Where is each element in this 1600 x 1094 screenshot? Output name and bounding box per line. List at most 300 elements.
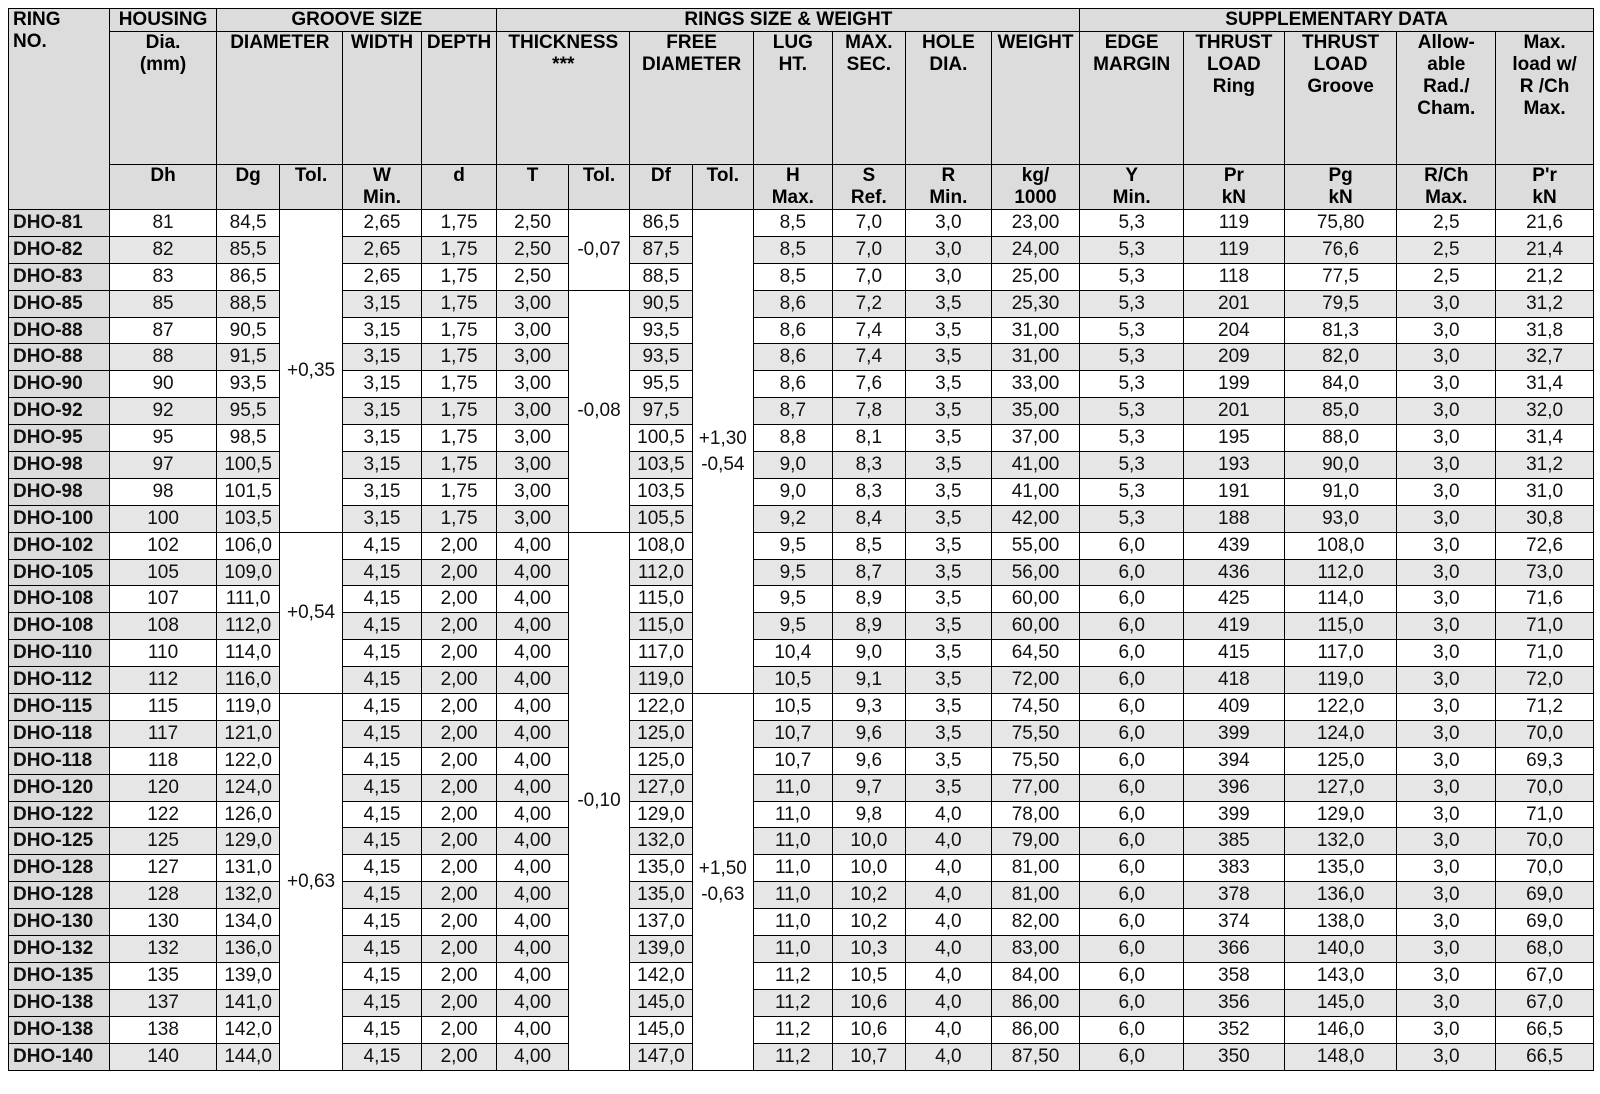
weight-cell: 25,00 [991, 263, 1080, 290]
weight-cell: 55,00 [991, 532, 1080, 559]
pr-cell: 204 [1184, 317, 1285, 344]
groove-diameter-cell: 84,5 [217, 210, 279, 237]
free-diameter-cell: 100,5 [630, 425, 692, 452]
pr2-cell: 72,0 [1496, 667, 1594, 694]
pg-cell: 135,0 [1284, 855, 1397, 882]
pg-cell: 140,0 [1284, 936, 1397, 963]
ring-number-cell: DHO-95 [9, 425, 110, 452]
thickness-cell: 4,00 [497, 962, 568, 989]
pr-cell: 383 [1184, 855, 1285, 882]
groove-width-cell: 4,15 [343, 1043, 422, 1070]
groove-depth-cell: 1,75 [421, 371, 497, 398]
h-cell: 10,5 [754, 694, 833, 721]
rch-cell: 3,0 [1397, 371, 1496, 398]
pr2-cell: 66,5 [1496, 1016, 1594, 1043]
r-cell: 3,0 [906, 263, 992, 290]
s-cell: 9,1 [832, 667, 906, 694]
free-diameter-cell: 139,0 [630, 936, 692, 963]
r-cell: 3,5 [906, 640, 992, 667]
s-cell: 10,5 [832, 962, 906, 989]
thickness-cell: 3,00 [497, 425, 568, 452]
groove-width-cell: 4,15 [343, 1016, 422, 1043]
groove-width-cell: 4,15 [343, 559, 422, 586]
pr2-cell: 70,0 [1496, 828, 1594, 855]
groove-depth-cell: 2,00 [421, 559, 497, 586]
groove-diameter-cell: 88,5 [217, 290, 279, 317]
groove-depth-cell: 2,00 [421, 613, 497, 640]
ring-number-cell: DHO-125 [9, 828, 110, 855]
groove-depth-cell: 2,00 [421, 882, 497, 909]
r-cell: 4,0 [906, 1043, 992, 1070]
housing-dia-cell: 83 [109, 263, 217, 290]
s-cell: 10,0 [832, 828, 906, 855]
thickness-cell: 4,00 [497, 1043, 568, 1070]
y-cell: 5,3 [1080, 505, 1184, 532]
pr2-cell: 67,0 [1496, 989, 1594, 1016]
rch-cell: 2,5 [1397, 210, 1496, 237]
r-cell: 4,0 [906, 989, 992, 1016]
thickness-cell: 4,00 [497, 747, 568, 774]
thickness-cell: 3,00 [497, 505, 568, 532]
pr2-cell: 21,6 [1496, 210, 1594, 237]
free-diameter-cell: 135,0 [630, 882, 692, 909]
groove-diameter-cell: 129,0 [217, 828, 279, 855]
pg-cell: 85,0 [1284, 398, 1397, 425]
groove-depth-cell: 1,75 [421, 236, 497, 263]
rch-cell: 3,0 [1397, 613, 1496, 640]
free-diameter-cell: 93,5 [630, 344, 692, 371]
free-diameter-cell: 117,0 [630, 640, 692, 667]
h-cell: 11,0 [754, 774, 833, 801]
diameter-header: DIAMETER [217, 32, 343, 165]
groove-width-cell: 4,15 [343, 801, 422, 828]
rch-cell: 3,0 [1397, 640, 1496, 667]
ring-number-cell: DHO-112 [9, 667, 110, 694]
ring-number-cell: DHO-98 [9, 452, 110, 479]
s-cell: 8,5 [832, 532, 906, 559]
groove-width-cell: 4,15 [343, 532, 422, 559]
h-cell: 11,0 [754, 936, 833, 963]
housing-dia-cell: 120 [109, 774, 217, 801]
groove-width-cell: 2,65 [343, 263, 422, 290]
ring-number-cell: DHO-88 [9, 344, 110, 371]
ring-number-cell: DHO-118 [9, 720, 110, 747]
pr-cell: 394 [1184, 747, 1285, 774]
s-cell: 9,6 [832, 720, 906, 747]
weight-cell: 42,00 [991, 505, 1080, 532]
ring-number-cell: DHO-108 [9, 586, 110, 613]
pg-cell: 75,80 [1284, 210, 1397, 237]
table-row [9, 1043, 1594, 1070]
symbol-header: Tol. [568, 165, 629, 210]
housing-dia-cell: 102 [109, 532, 217, 559]
pr-cell: 199 [1184, 371, 1285, 398]
h-cell: 11,0 [754, 828, 833, 855]
free-diameter-cell: 95,5 [630, 371, 692, 398]
s-cell: 8,1 [832, 425, 906, 452]
groove-diameter-cell: 134,0 [217, 909, 279, 936]
groove-depth-cell: 2,00 [421, 667, 497, 694]
pr-cell: 188 [1184, 505, 1285, 532]
pr2-cell: 32,0 [1496, 398, 1594, 425]
pr-cell: 119 [1184, 236, 1285, 263]
symbol-header: P'r kN [1496, 165, 1594, 210]
symbol-header: Pr kN [1184, 165, 1285, 210]
thickness-cell: 4,00 [497, 909, 568, 936]
rch-cell: 3,0 [1397, 801, 1496, 828]
free-diameter-cell: 97,5 [630, 398, 692, 425]
y-cell: 6,0 [1080, 855, 1184, 882]
ring-number-cell: DHO-115 [9, 694, 110, 721]
r-cell: 3,5 [906, 586, 992, 613]
groove-depth-cell: 1,75 [421, 452, 497, 479]
groove-width-cell: 4,15 [343, 667, 422, 694]
housing-dia-cell: 138 [109, 1016, 217, 1043]
y-cell: 6,0 [1080, 613, 1184, 640]
r-cell: 4,0 [906, 962, 992, 989]
max-load-header: Max. load w/ R /Ch Max. [1496, 32, 1594, 165]
rch-cell: 3,0 [1397, 720, 1496, 747]
h-cell: 11,0 [754, 882, 833, 909]
rch-cell: 3,0 [1397, 694, 1496, 721]
weight-cell: 60,00 [991, 613, 1080, 640]
symbol-header: W Min. [343, 165, 422, 210]
thickness-cell: 4,00 [497, 640, 568, 667]
housing-dia-cell: 105 [109, 559, 217, 586]
edge-margin-header: EDGE MARGIN [1080, 32, 1184, 165]
pg-cell: 143,0 [1284, 962, 1397, 989]
groove-depth-cell: 1,75 [421, 344, 497, 371]
thickness-cell: 2,50 [497, 263, 568, 290]
y-cell: 5,3 [1080, 398, 1184, 425]
housing-dia-cell: 128 [109, 882, 217, 909]
thickness-cell: 2,50 [497, 236, 568, 263]
free-diameter-cell: 115,0 [630, 613, 692, 640]
thickness-cell: 4,00 [497, 586, 568, 613]
s-cell: 7,8 [832, 398, 906, 425]
free-diameter-cell: 137,0 [630, 909, 692, 936]
pr-cell: 409 [1184, 694, 1285, 721]
groove-depth-cell: 1,75 [421, 317, 497, 344]
r-cell: 4,0 [906, 855, 992, 882]
groove-depth-cell: 2,00 [421, 936, 497, 963]
groove-width-cell: 3,15 [343, 425, 422, 452]
table-row [9, 667, 1594, 694]
pg-cell: 76,6 [1284, 236, 1397, 263]
pg-cell: 108,0 [1284, 532, 1397, 559]
h-cell: 9,2 [754, 505, 833, 532]
housing-dia-cell: 122 [109, 801, 217, 828]
h-cell: 11,2 [754, 1043, 833, 1070]
pr2-cell: 73,0 [1496, 559, 1594, 586]
thickness-cell: 4,00 [497, 720, 568, 747]
groove-diameter-cell: 86,5 [217, 263, 279, 290]
pr2-cell: 70,0 [1496, 855, 1594, 882]
ring-number-cell: DHO-122 [9, 801, 110, 828]
weight-cell: 23,00 [991, 210, 1080, 237]
pr-cell: 119 [1184, 210, 1285, 237]
table-row [9, 532, 1594, 559]
groove-width-cell: 4,15 [343, 747, 422, 774]
groove-diameter-cell: 100,5 [217, 452, 279, 479]
housing-dia-cell: 132 [109, 936, 217, 963]
groove-diameter-cell: 116,0 [217, 667, 279, 694]
housing-dia-cell: 115 [109, 694, 217, 721]
h-cell: 11,0 [754, 801, 833, 828]
groove-depth-cell: 2,00 [421, 989, 497, 1016]
pr2-cell: 21,4 [1496, 236, 1594, 263]
weight-cell: 75,50 [991, 747, 1080, 774]
ring-number-cell: DHO-90 [9, 371, 110, 398]
rch-cell: 3,0 [1397, 586, 1496, 613]
ring-number-cell: DHO-102 [9, 532, 110, 559]
table-row [9, 1016, 1594, 1043]
groove-diameter-cell: 119,0 [217, 694, 279, 721]
s-cell: 10,7 [832, 1043, 906, 1070]
s-cell: 7,2 [832, 290, 906, 317]
groove-width-cell: 3,15 [343, 398, 422, 425]
free-diameter-cell: 147,0 [630, 1043, 692, 1070]
h-cell: 8,6 [754, 317, 833, 344]
groove-diameter-cell: 124,0 [217, 774, 279, 801]
free-diameter-cell: 129,0 [630, 801, 692, 828]
groove-width-cell: 4,15 [343, 720, 422, 747]
free-diameter-cell: 90,5 [630, 290, 692, 317]
groove-diameter-tolerance: +0,35 [279, 210, 342, 533]
housing-dia-cell: 125 [109, 828, 217, 855]
pr2-cell: 31,4 [1496, 371, 1594, 398]
groove-width-cell: 4,15 [343, 640, 422, 667]
pr2-cell: 71,0 [1496, 801, 1594, 828]
s-cell: 8,3 [832, 452, 906, 479]
weight-cell: 74,50 [991, 694, 1080, 721]
groove-diameter-cell: 122,0 [217, 747, 279, 774]
thickness-cell: 3,00 [497, 452, 568, 479]
r-cell: 4,0 [906, 882, 992, 909]
table-row [9, 962, 1594, 989]
y-cell: 6,0 [1080, 989, 1184, 1016]
ring-number-cell: DHO-92 [9, 398, 110, 425]
groove-diameter-cell: 98,5 [217, 425, 279, 452]
thickness-header: THICKNESS *** [497, 32, 630, 165]
rch-cell: 3,0 [1397, 962, 1496, 989]
groove-depth-cell: 1,75 [421, 210, 497, 237]
h-cell: 9,5 [754, 532, 833, 559]
y-cell: 6,0 [1080, 962, 1184, 989]
housing-dia-cell: 85 [109, 290, 217, 317]
pr2-cell: 71,2 [1496, 694, 1594, 721]
free-diameter-cell: 125,0 [630, 720, 692, 747]
s-cell: 9,3 [832, 694, 906, 721]
housing-dia-cell: 100 [109, 505, 217, 532]
table-row [9, 210, 1594, 237]
y-cell: 6,0 [1080, 532, 1184, 559]
weight-cell: 83,00 [991, 936, 1080, 963]
groove-diameter-cell: 141,0 [217, 989, 279, 1016]
groove-diameter-cell: 106,0 [217, 532, 279, 559]
free-diameter-cell: 142,0 [630, 962, 692, 989]
s-cell: 9,8 [832, 801, 906, 828]
groove-width-cell: 4,15 [343, 828, 422, 855]
pr2-cell: 31,2 [1496, 452, 1594, 479]
table-row [9, 263, 1594, 290]
housing-dia-cell: 117 [109, 720, 217, 747]
pr2-cell: 68,0 [1496, 936, 1594, 963]
thickness-tolerance: -0,07 [568, 210, 629, 291]
table-row [9, 478, 1594, 505]
free-diameter-cell: 86,5 [630, 210, 692, 237]
table-row [9, 694, 1594, 721]
groove-depth-cell: 2,00 [421, 774, 497, 801]
s-cell: 10,6 [832, 989, 906, 1016]
weight-cell: 75,50 [991, 720, 1080, 747]
pr2-cell: 69,0 [1496, 909, 1594, 936]
housing-dia-cell: 135 [109, 962, 217, 989]
s-cell: 8,3 [832, 478, 906, 505]
symbol-header: R/Ch Max. [1397, 165, 1496, 210]
table-row [9, 559, 1594, 586]
s-cell: 7,0 [832, 236, 906, 263]
weight-header: WEIGHT [991, 32, 1080, 165]
ring-number-cell: DHO-138 [9, 989, 110, 1016]
y-cell: 5,3 [1080, 344, 1184, 371]
groove-width-cell: 3,15 [343, 452, 422, 479]
groove-width-cell: 3,15 [343, 317, 422, 344]
weight-cell: 56,00 [991, 559, 1080, 586]
free-diameter-tolerance: +1,30 -0,54 [692, 210, 753, 694]
groove-diameter-cell: 132,0 [217, 882, 279, 909]
pr2-cell: 31,2 [1496, 290, 1594, 317]
h-cell: 10,7 [754, 720, 833, 747]
s-cell: 8,4 [832, 505, 906, 532]
housing-dia-cell: 88 [109, 344, 217, 371]
rch-cell: 2,5 [1397, 263, 1496, 290]
groove-depth-cell: 2,00 [421, 586, 497, 613]
table-row [9, 317, 1594, 344]
groove-depth-cell: 2,00 [421, 909, 497, 936]
y-cell: 6,0 [1080, 774, 1184, 801]
groove-depth-cell: 2,00 [421, 747, 497, 774]
rings-size-weight-header: RINGS SIZE & WEIGHT [497, 9, 1080, 32]
y-cell: 6,0 [1080, 747, 1184, 774]
h-cell: 8,5 [754, 236, 833, 263]
groove-depth-cell: 1,75 [421, 290, 497, 317]
y-cell: 6,0 [1080, 1016, 1184, 1043]
ring-number-cell: DHO-120 [9, 774, 110, 801]
groove-width-cell: 4,15 [343, 694, 422, 721]
weight-cell: 78,00 [991, 801, 1080, 828]
rch-cell: 3,0 [1397, 398, 1496, 425]
thickness-cell: 4,00 [497, 828, 568, 855]
rch-cell: 3,0 [1397, 936, 1496, 963]
y-cell: 6,0 [1080, 720, 1184, 747]
pg-cell: 93,0 [1284, 505, 1397, 532]
free-diameter-cell: 88,5 [630, 263, 692, 290]
y-cell: 5,3 [1080, 317, 1184, 344]
groove-width-cell: 4,15 [343, 774, 422, 801]
free-diameter-cell: 112,0 [630, 559, 692, 586]
h-cell: 8,6 [754, 290, 833, 317]
free-diameter-cell: 125,0 [630, 747, 692, 774]
s-cell: 10,2 [832, 882, 906, 909]
groove-width-cell: 3,15 [343, 371, 422, 398]
s-cell: 7,4 [832, 344, 906, 371]
weight-cell: 35,00 [991, 398, 1080, 425]
thickness-cell: 3,00 [497, 478, 568, 505]
s-cell: 9,6 [832, 747, 906, 774]
ring-number-cell: DHO-132 [9, 936, 110, 963]
pr-cell: 385 [1184, 828, 1285, 855]
housing-dia-cell: 110 [109, 640, 217, 667]
groove-diameter-cell: 103,5 [217, 505, 279, 532]
r-cell: 4,0 [906, 801, 992, 828]
groove-diameter-cell: 85,5 [217, 236, 279, 263]
groove-width-cell: 4,15 [343, 936, 422, 963]
groove-diameter-cell: 101,5 [217, 478, 279, 505]
pg-cell: 88,0 [1284, 425, 1397, 452]
groove-depth-cell: 2,00 [421, 855, 497, 882]
rch-cell: 2,5 [1397, 236, 1496, 263]
r-cell: 3,5 [906, 290, 992, 317]
pr-cell: 201 [1184, 290, 1285, 317]
supplementary-data-header: SUPPLEMENTARY DATA [1080, 9, 1594, 32]
r-cell: 3,5 [906, 774, 992, 801]
s-cell: 7,6 [832, 371, 906, 398]
pg-cell: 112,0 [1284, 559, 1397, 586]
r-cell: 3,5 [906, 613, 992, 640]
ring-number-cell: DHO-100 [9, 505, 110, 532]
table-row [9, 290, 1594, 317]
free-diameter-header: FREE DIAMETER [630, 32, 754, 165]
free-diameter-cell: 135,0 [630, 855, 692, 882]
rch-cell: 3,0 [1397, 774, 1496, 801]
ring-number-cell: DHO-88 [9, 317, 110, 344]
y-cell: 5,3 [1080, 236, 1184, 263]
housing-dia-header: Dia. (mm) [109, 32, 217, 165]
h-cell: 9,5 [754, 586, 833, 613]
ring-number-cell: DHO-128 [9, 855, 110, 882]
table-row [9, 936, 1594, 963]
housing-dia-cell: 140 [109, 1043, 217, 1070]
weight-cell: 33,00 [991, 371, 1080, 398]
free-diameter-cell: 103,5 [630, 452, 692, 479]
thickness-cell: 4,00 [497, 801, 568, 828]
rch-cell: 3,0 [1397, 855, 1496, 882]
pg-cell: 148,0 [1284, 1043, 1397, 1070]
weight-cell: 31,00 [991, 344, 1080, 371]
housing-dia-cell: 95 [109, 425, 217, 452]
pg-cell: 125,0 [1284, 747, 1397, 774]
free-diameter-cell: 145,0 [630, 1016, 692, 1043]
rch-cell: 3,0 [1397, 452, 1496, 479]
r-cell: 3,5 [906, 478, 992, 505]
symbol-header: T [497, 165, 568, 210]
h-cell: 8,6 [754, 371, 833, 398]
pr2-cell: 31,0 [1496, 478, 1594, 505]
housing-dia-cell: 137 [109, 989, 217, 1016]
pg-cell: 146,0 [1284, 1016, 1397, 1043]
rch-cell: 3,0 [1397, 909, 1496, 936]
groove-diameter-cell: 93,5 [217, 371, 279, 398]
groove-diameter-cell: 90,5 [217, 317, 279, 344]
groove-diameter-cell: 121,0 [217, 720, 279, 747]
h-cell: 11,2 [754, 962, 833, 989]
free-diameter-cell: 103,5 [630, 478, 692, 505]
weight-cell: 79,00 [991, 828, 1080, 855]
s-cell: 8,7 [832, 559, 906, 586]
groove-width-cell: 4,15 [343, 962, 422, 989]
thickness-cell: 2,50 [497, 210, 568, 237]
